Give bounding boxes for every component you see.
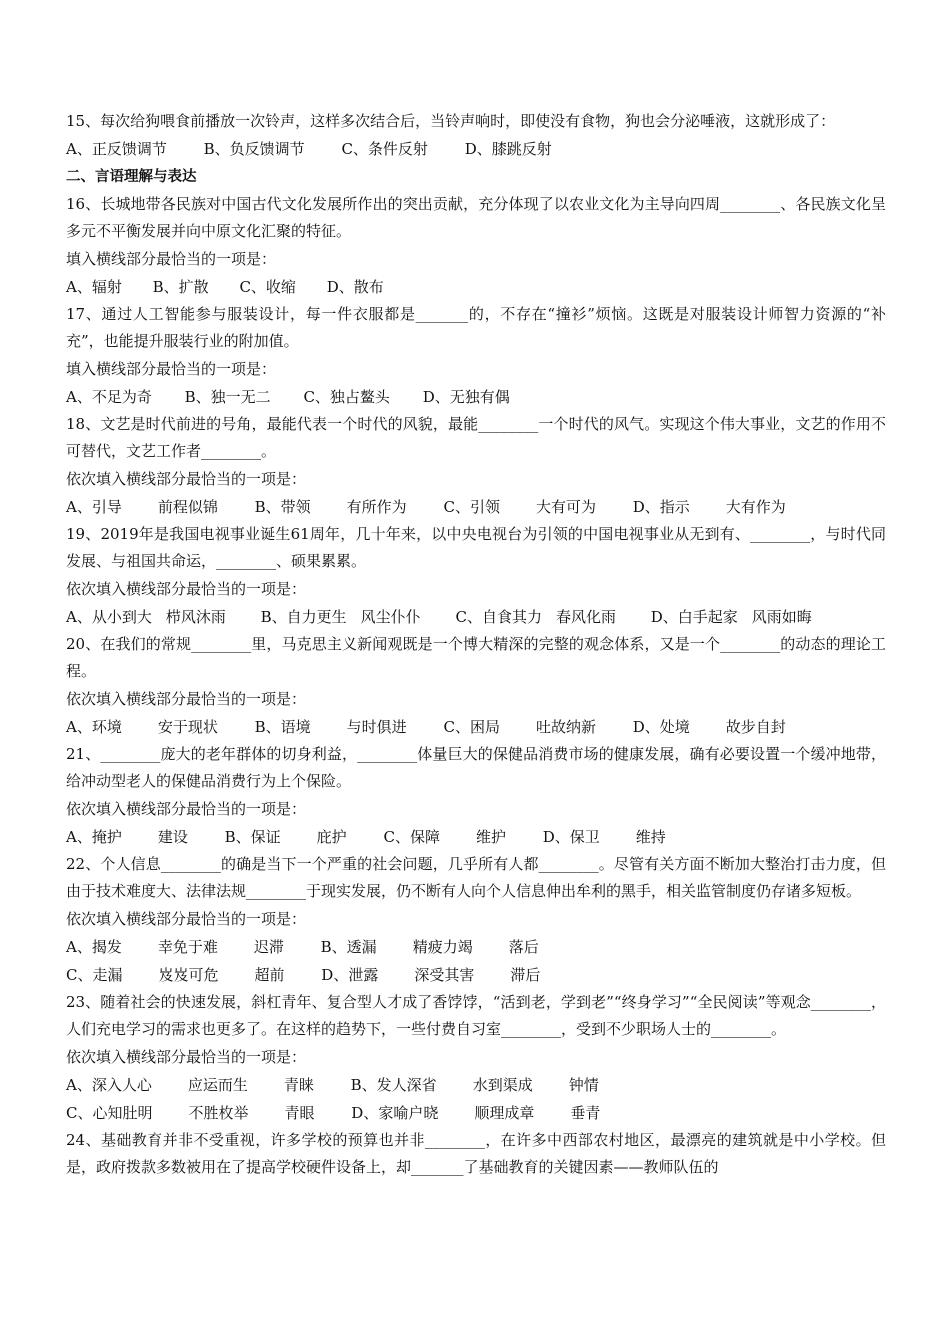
question-prompt: 依次填入横线部分最恰当的一项是： [66,690,307,708]
option-word: 与时俱进 [346,718,407,736]
option-c [66,1099,315,1127]
options-row [66,493,886,521]
question-prompt: 依次填入横线部分最恰当的一项是： [66,800,307,818]
option-c [383,823,506,851]
option-d: D、散布 [326,278,384,296]
option-d [351,1099,600,1127]
option-word: 建设 [157,828,188,846]
option-word: 青睐 [283,1076,314,1094]
option-word: C、自食其力 [455,608,542,626]
question-prompt: 填入横线部分最恰当的一项是： [66,250,277,268]
option-d [651,603,812,631]
question-stem: 16、长城地带各民族对中国古代文化发展所作出的突出贡献，充分体现了以农业文化为主导向四周________、各民族文化呈多元不平衡发展并向中原文化汇聚的特征。 [66,195,886,240]
options-row [66,961,886,989]
option-word: B、语境 [254,718,311,736]
option-b [261,603,421,631]
question-22 [66,851,886,989]
option-word: C、走漏 [66,966,123,984]
option-word: 风尘仆仆 [360,608,421,626]
question-16 [66,191,886,301]
options-row [66,383,886,411]
option-word: D、泄露 [321,966,379,984]
question-stem: 22、个人信息________的确是当下一个严重的社会问题，几乎所有人都________。尽管有关方面不断加大整治打击力度，但由于技术难度大、法律法规________于现实发展，仍不断有人向个人信息伸出牟利的黑手，相关监管制度仍存诸多短板。 [66,855,886,900]
option-word: D、指示 [632,498,690,516]
option-word: 春风化雨 [555,608,616,626]
option-word: D、白手起家 [650,608,738,626]
option-word: B、透漏 [320,938,377,956]
option-a: A、辐射 [66,278,122,296]
question-stem: 23、随着社会的快速发展，斜杠青年、复合型人才成了香饽饽，“活到老，学到老”“终身学习”“全民阅读”等观念________，人们充电学习的需求也更多了。在这样的趋势下，一些付费自习室________，受到不少职场人士的________。 [66,993,886,1038]
option-word: 落后 [508,938,539,956]
option-d [321,961,540,989]
option-c [455,603,616,631]
option-word: 应运而生 [187,1076,248,1094]
option-word: 青眼 [284,1104,315,1122]
option-d: D、无独有偶 [422,388,510,406]
option-a [66,1071,314,1099]
options-row [66,603,886,631]
document-content [66,108,886,1181]
option-word: C、困局 [443,718,500,736]
option-word: B、带领 [254,498,311,516]
option-word: C、引领 [443,498,500,516]
option-a [66,603,226,631]
option-word: 垂青 [570,1104,601,1122]
option-d [633,713,786,741]
question-stem: 19、2019年是我国电视事业诞生61周年，几十年来，以中央电视台为引领的中国电视事业从无到有、________，与时代同发展、与祖国共命运，________、硕果累累。 [66,525,886,570]
option-word: A、环境 [66,718,122,736]
option-word: 有所作为 [346,498,407,516]
option-word: 迟滞 [253,938,284,956]
question-21 [66,741,886,851]
option-word: 水到渠成 [472,1076,533,1094]
option-word: 超前 [254,966,285,984]
question-17 [66,301,886,411]
option-c [443,493,596,521]
option-word: D、处境 [632,718,690,736]
option-word: A、掩护 [66,828,122,846]
option-word: 庇护 [316,828,347,846]
option-word: 维护 [475,828,506,846]
option-word: 滞后 [510,966,541,984]
option-a [66,493,218,521]
question-prompt: 依次填入横线部分最恰当的一项是： [66,910,307,928]
option-word: A、从小到大 [66,608,152,626]
question-stem: 18、文艺是时代前进的号角，最能代表一个时代的风貌，最能________一个时代的风气。实现这个伟大事业，文艺的作用不可替代，文艺工作者________。 [66,415,886,460]
option-b [321,933,539,961]
option-c [66,961,285,989]
question-stem: 24、基础教育并非不受重视，许多学校的预算也并非________，在许多中西部农村地区，最漂亮的建筑就是中小学校。但是，政府拨款多数被用在了提高学校硬件设备上，却_______了基础教育的关键因素——教师队伍的 [66,1131,886,1176]
option-word: A、引导 [66,498,122,516]
option-b [225,823,347,851]
option-word: D、保卫 [542,828,600,846]
option-word: 风雨如晦 [751,608,812,626]
option-a: A、不足为奇 [66,388,152,406]
option-word: D、家喻户晓 [351,1104,439,1122]
options-row [66,273,886,301]
question-prompt: 依次填入横线部分最恰当的一项是： [66,1048,307,1066]
question-15 [66,108,886,163]
options-row [66,1099,886,1127]
option-word: 大有作为 [725,498,786,516]
question-23 [66,989,886,1127]
option-d [633,493,786,521]
option-a [66,823,188,851]
option-b: B、负反馈调节 [203,140,305,158]
option-word: 深受其害 [414,966,475,984]
options-row [66,713,886,741]
option-d [543,823,666,851]
option-word: 精疲力竭 [412,938,473,956]
options-row [66,135,886,163]
option-b: B、扩散 [152,278,209,296]
option-word: 钟情 [568,1076,599,1094]
question-18 [66,411,886,521]
option-word: 大有可为 [535,498,596,516]
question-20 [66,631,886,741]
option-word: A、揭发 [66,938,122,956]
option-c [443,713,596,741]
option-word: 维持 [635,828,666,846]
option-word: C、心知肚明 [66,1104,153,1122]
question-stem: 21、________庞大的老年群体的切身利益，________体量巨大的保健品消费市场的健康发展，确有必要设置一个缓冲地带，给冲动型老人的保健品消费行为上个保险。 [66,745,886,790]
option-word: 栉风沐雨 [165,608,226,626]
option-word: B、保证 [224,828,281,846]
option-word: C、保障 [383,828,440,846]
option-word: 顺理成章 [474,1104,535,1122]
option-word: 前程似锦 [157,498,218,516]
options-row [66,933,886,961]
option-word: 吐故纳新 [535,718,596,736]
option-c: C、收缩 [239,278,296,296]
option-word: B、自力更生 [260,608,347,626]
question-24 [66,1127,886,1181]
question-stem: 20、在我们的常规________里，马克思主义新闻观既是一个博大精深的完整的观念体系，又是一个________的动态的理论工程。 [66,635,886,680]
option-a: A、正反馈调节 [66,140,167,158]
option-b: B、独一无二 [184,388,271,406]
option-word: A、深入人心 [66,1076,152,1094]
option-word: 不胜枚举 [188,1104,249,1122]
question-stem: 15、每次给狗喂食前播放一次铃声，这样多次结合后，当铃声响时，即使没有食物，狗也会分泌唾液，这就形成了： [66,112,836,130]
option-word: B、发人深省 [350,1076,437,1094]
option-a [66,713,218,741]
option-b [351,1071,599,1099]
options-row [66,1071,886,1099]
question-stem: 17、通过人工智能参与服装设计，每一件衣服都是_______的，不存在“撞衫”烦恼。这既是对服装设计师智力资源的“补充”，也能提升服装行业的附加值。 [66,305,886,350]
question-prompt: 依次填入横线部分最恰当的一项是： [66,580,307,598]
question-19 [66,521,886,631]
question-prompt: 填入横线部分最恰当的一项是： [66,360,277,378]
section-heading: 二、言语理解与表达 [66,169,197,185]
question-prompt: 依次填入横线部分最恰当的一项是： [66,470,307,488]
options-row [66,823,886,851]
option-b [255,713,407,741]
option-a [66,933,284,961]
option-word: 安于现状 [157,718,218,736]
option-word: 岌岌可危 [158,966,219,984]
option-c: C、条件反射 [341,140,428,158]
option-d: D、膝跳反射 [464,140,552,158]
option-c: C、独占鳌头 [303,388,390,406]
option-word: 故步自封 [725,718,786,736]
option-word: 幸免于难 [157,938,218,956]
option-b [255,493,407,521]
